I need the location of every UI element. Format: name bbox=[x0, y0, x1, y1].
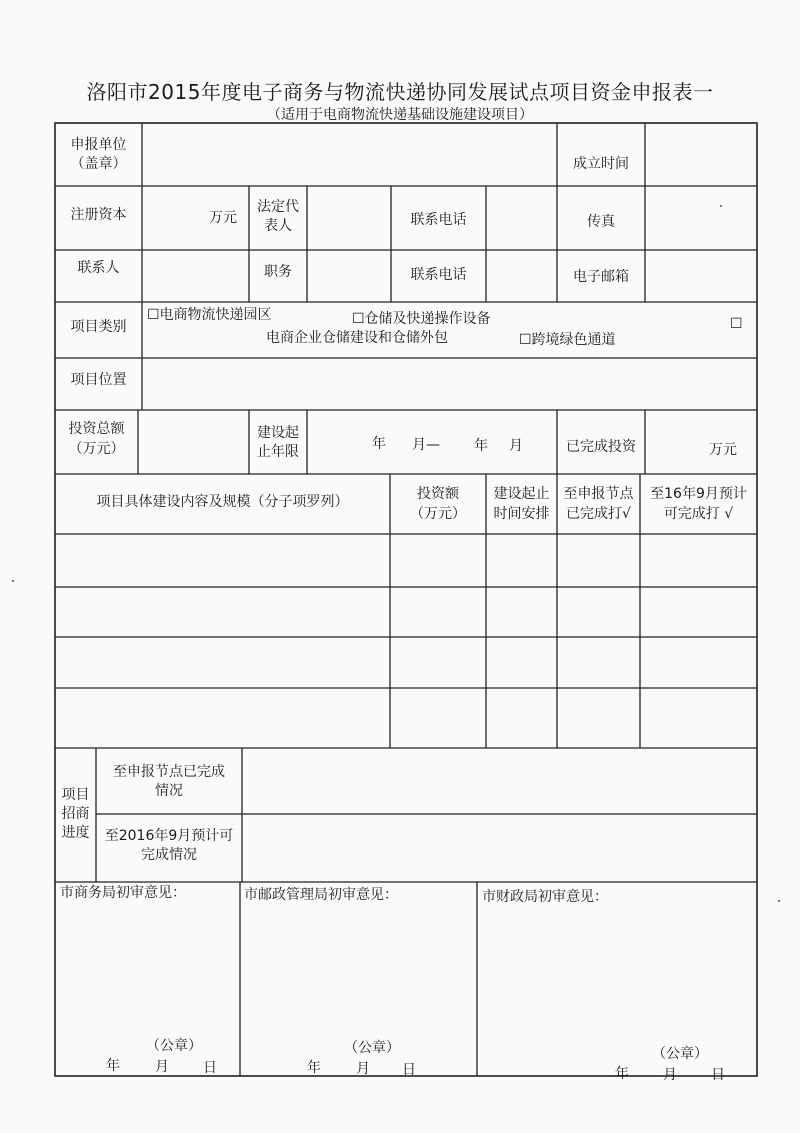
finance-review-label: 市财政局初审意见： bbox=[482, 889, 608, 905]
category-option-warehouse: 电商企业仓储建设和仓储外包 bbox=[266, 330, 448, 346]
construction-period-label-2: 止年限 bbox=[257, 444, 299, 460]
applicant-seal-label: （盖章） bbox=[70, 156, 127, 172]
detail-time-header: 建设起止 bbox=[493, 486, 550, 502]
detail-amount-header: 投资额 bbox=[417, 486, 459, 502]
detail-amount-unit: （万元） bbox=[410, 506, 466, 522]
commerce-seal-label: （公章） bbox=[146, 1038, 202, 1054]
period-month-start: 月— bbox=[412, 437, 440, 453]
completed-investment-unit: 万元 bbox=[709, 442, 737, 458]
location-label: 项目位置 bbox=[70, 372, 127, 388]
finance-date-day: 日 bbox=[711, 1067, 725, 1083]
phone-label: 联系电话 bbox=[410, 212, 467, 228]
period-year-start: 年 bbox=[372, 436, 386, 452]
construction-period-label: 建设起 bbox=[257, 425, 299, 441]
detail-sep-header: 至16年9月预计 bbox=[650, 486, 747, 502]
commerce-review-label: 市商务局初审意见： bbox=[60, 885, 186, 901]
applicant-label: 申报单位 bbox=[70, 137, 127, 153]
detail-sep-header-2: 可完成打 √ bbox=[663, 506, 734, 522]
progress-label-2: 招商 bbox=[61, 806, 90, 822]
postal-date-month: 月 bbox=[356, 1061, 370, 1077]
scan-speck bbox=[720, 205, 722, 207]
commerce-date-month: 月 bbox=[155, 1059, 169, 1075]
detail-node-header-2: 已完成打√ bbox=[566, 506, 631, 522]
finance-seal-label: （公章） bbox=[652, 1046, 708, 1062]
commerce-date-day: 日 bbox=[203, 1060, 217, 1076]
finance-date-year: 年 bbox=[615, 1066, 629, 1082]
progress-done-label: 至申报节点已完成 bbox=[113, 764, 225, 780]
postal-review-label: 市邮政管理局初审意见： bbox=[244, 887, 398, 903]
detail-content-header: 项目具体建设内容及规模（分子项罗列） bbox=[96, 494, 349, 510]
email-label: 电子邮箱 bbox=[573, 269, 629, 285]
scan-speck bbox=[778, 900, 780, 902]
total-investment-unit: （万元） bbox=[68, 441, 125, 457]
progress-plan-label: 至2016年9月预计可 bbox=[104, 828, 234, 844]
legal-rep-label: 法定代 bbox=[257, 199, 299, 215]
legal-rep-label-2: 表人 bbox=[264, 218, 292, 234]
progress-label-3: 进度 bbox=[61, 825, 90, 841]
category-option-crossborder[interactable]: ☐跨境绿色通道 bbox=[519, 332, 616, 348]
capital-label: 注册资本 bbox=[70, 207, 127, 223]
category-option-equipment[interactable]: ☐仓储及快递操作设备 bbox=[352, 311, 491, 327]
postal-seal-label: （公章） bbox=[344, 1040, 400, 1056]
progress-label-1: 项目 bbox=[61, 787, 90, 803]
form-subtitle: （适用于电商物流快递基础设施建设项目） bbox=[267, 107, 533, 123]
form-title: 洛阳市2015年度电子商务与物流快递协同发展试点项目资金申报表一 bbox=[86, 80, 714, 104]
contact-label: 联系人 bbox=[77, 260, 120, 276]
completed-investment-label: 已完成投资 bbox=[566, 439, 636, 455]
capital-unit: 万元 bbox=[209, 210, 237, 226]
total-investment-label: 投资总额 bbox=[68, 421, 125, 437]
application-form-table bbox=[54, 122, 758, 1083]
phone-label-2: 联系电话 bbox=[410, 267, 467, 283]
commerce-date-year: 年 bbox=[106, 1058, 120, 1074]
fax-label: 传真 bbox=[587, 214, 615, 230]
period-year-end: 年 bbox=[474, 438, 488, 454]
scan-speck bbox=[12, 580, 14, 582]
founded-label: 成立时间 bbox=[573, 156, 629, 172]
detail-time-header-2: 时间安排 bbox=[493, 506, 550, 522]
category-option-warehouse-checkbox[interactable]: ☐ bbox=[730, 316, 743, 332]
progress-plan-label-2: 完成情况 bbox=[141, 847, 197, 863]
period-month-end: 月 bbox=[509, 438, 523, 454]
progress-done-label-2: 情况 bbox=[155, 783, 183, 799]
position-label: 职务 bbox=[264, 264, 292, 280]
category-option-park[interactable]: ☐电商物流快递园区 bbox=[147, 307, 272, 323]
postal-date-day: 日 bbox=[402, 1062, 416, 1078]
detail-node-header: 至申报节点 bbox=[563, 486, 634, 502]
category-label: 项目类别 bbox=[70, 319, 127, 335]
postal-date-year: 年 bbox=[307, 1060, 321, 1076]
finance-date-month: 月 bbox=[663, 1067, 677, 1083]
